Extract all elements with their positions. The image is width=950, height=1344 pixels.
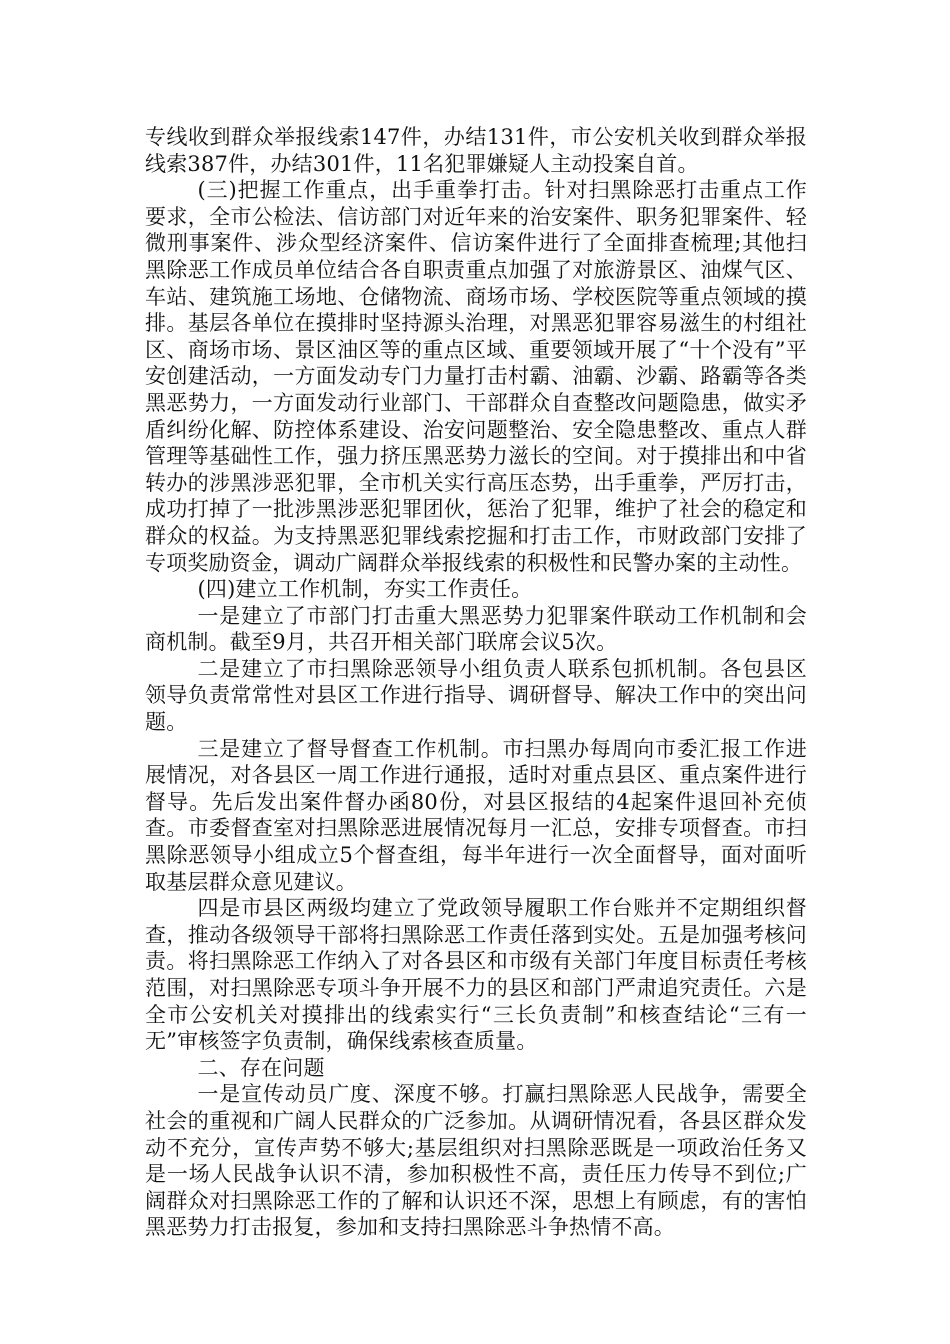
section-heading-problems: 二、存在问题 bbox=[197, 1055, 325, 1080]
paragraph-section-four-heading: (四)建立工作机制，夯实工作责任。 bbox=[197, 577, 533, 602]
document-page bbox=[145, 124, 807, 1241]
paragraph-section-three: (三)把握工作重点，出手重拳打击。针对扫黑除恶打击重点工作要求，全市公检法、信访部门对近年来的治安案件、职务犯罪案件、轻微刑事案件、涉众型经济案件、信访案件进行了全面排查梳理;其他扫黑除恶工作成员单位结合各自职责重点加强了对旅游景区、油煤气区、车站、建筑施工场地、仓储物流、商场市场、学校医院等重点领域的摸排。基层各单位在摸排时坚持源头治理，对黑恶犯罪容易滋生的村组社区、商场市场、景区油区等的重点区域、重要领域开展了“十个没有”平安创建活动，一方面发动专门力量打击村霸、油霸、沙霸、路霸等各类黑恶势力，一方面发动行业部门、干部群众自查整改问题隐患，做实矛盾纠纷化解、防控体系建设、治安问题整治、安全隐患整改、重点人群管理等基础性工作，强力挤压黑恶势力滋长的空间。对于摸排出和中省转办的涉黑涉恶犯罪，全市机关实行高压态势，出手重拳，严厉打击，成功打掉了一批涉黑涉恶犯罪团伙，惩治了犯罪，维护了社会的稳定和群众的权益。为支持黑恶犯罪线索挖掘和打击工作，市财政部门安排了专项奖励资金，调动广阔群众举报线索的积极性和民警办案的主动性。 bbox=[145, 178, 807, 575]
paragraph-problem-one: 一是宣传动员广度、深度不够。打赢扫黑除恶人民战争，需要全社会的重视和广阔人民群众的广泛参加。从调研情况看，各县区群众发动不充分，宣传声势不够大;基层组织对扫黑除恶既是一项政治任务又是一场人民战争认识不清，参加积极性不高，责任压力传导不到位;广阔群众对扫黑除恶工作的了解和认识还不深，思想上有顾虑，有的害怕黑恶势力打击报复，参加和支持扫黑除恶斗争热情不高。 bbox=[145, 1082, 807, 1240]
paragraph-mechanism-four: 四是市县区两级均建立了党政领导履职工作台账并不定期组织督查，推动各级领导干部将扫黑除恶工作责任落到实处。五是加强考核问责。将扫黑除恶工作纳入了对各县区和市级有关部门年度目标责任考核范围，对扫黑除恶专项斗争开展不力的县区和部门严肃追究责任。六是全市公安机关对摸排出的线索实行“三长负责制”和核查结论“三有一无”审核签字负责制，确保线索核查质量。 bbox=[145, 896, 807, 1054]
paragraph-mechanism-two: 二是建立了市扫黑除恶领导小组负责人联系包抓机制。各包县区领导负责常常性对县区工作进行指导、调研督导、解决工作中的突出问题。 bbox=[145, 656, 807, 735]
paragraph-mechanism-one: 一是建立了市部门打击重大黑恶势力犯罪案件联动工作机制和会商机制。截至9月，共召开相关部门联席会议5次。 bbox=[145, 603, 807, 655]
paragraph-continuation: 专线收到群众举报线索147件，办结131件，市公安机关收到群众举报线索387件，办结301件，11名犯罪嫌疑人主动投案自首。 bbox=[145, 125, 807, 176]
paragraph-mechanism-three: 三是建立了督导督查工作机制。市扫黑办每周向市委汇报工作进展情况，对各县区一周工作进行通报，适时对重点县区、重点案件进行督导。先后发出案件督办函80份，对县区报结的4起案件退回补充侦查。市委督查室对扫黑除恶进展情况每月一汇总，安排专项督查。市扫黑除恶领导小组成立5个督查组，每半年进行一次全面督导，面对面听取基层群众意见建议。 bbox=[145, 736, 807, 894]
